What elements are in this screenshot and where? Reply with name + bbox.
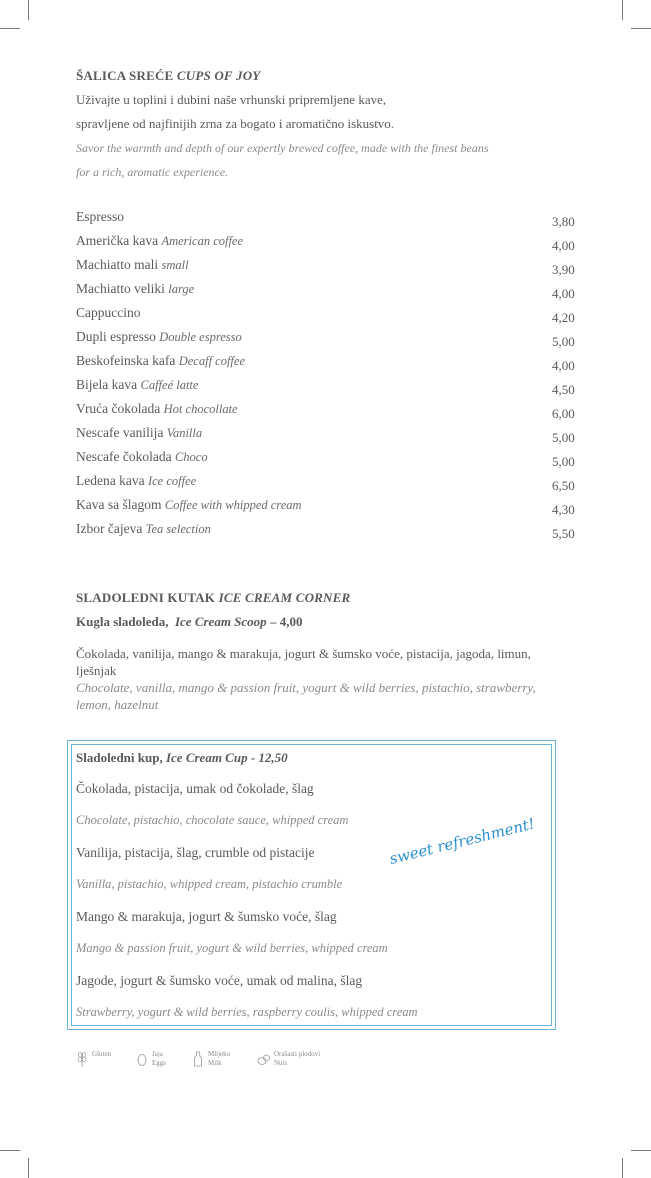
allergen-label	[208, 1050, 230, 1068]
menu-item-name-en: Coffee with whipped cream	[164, 498, 302, 512]
sweet-refreshment-tagline: sweet refreshment!	[387, 814, 537, 868]
menu-item-name	[76, 449, 208, 465]
menu-item-name	[76, 497, 302, 513]
menu-item-name-en: Tea selection	[145, 522, 211, 536]
menu-item-name	[76, 281, 194, 297]
crop-mark	[0, 28, 20, 29]
scoop-price: – 4,00	[269, 614, 303, 629]
crop-mark	[622, 0, 623, 20]
coffee-menu-item	[76, 401, 576, 425]
menu-item-price: 6,00	[552, 406, 575, 421]
crop-mark	[631, 28, 651, 29]
menu-item-name-hr: Cappuccino	[76, 305, 141, 320]
menu-item-name-en: large	[168, 282, 195, 296]
ice-cream-cup-list	[76, 781, 536, 1037]
cup-item-hr: Vanilija, pistacija, šlag, crumble od pistacije	[76, 845, 315, 860]
crop-mark	[28, 1158, 29, 1178]
ice-cream-scoop	[76, 614, 302, 630]
coffee-menu-item	[76, 305, 576, 329]
menu-item-name	[76, 305, 140, 321]
menu-item-name	[76, 209, 124, 225]
menu-item-name-hr: Kava sa šlagom	[76, 497, 162, 512]
menu-item-name-hr: Machiatto mali	[76, 257, 159, 272]
menu-item-name-en: small	[161, 258, 189, 272]
flavours-hr: Čokolada, vanilija, mango & marakuja, jogurt & šumsko voće, pistacija, jagoda, limun, lješnjak	[76, 646, 531, 678]
menu-item-price: 4,20	[552, 310, 575, 325]
scoop-label-hr: Kugla sladoleda,	[76, 614, 169, 629]
menu-item-price: 5,00	[552, 454, 575, 469]
allergen-label-en: Eggs	[152, 1059, 166, 1067]
menu-item-name	[76, 353, 245, 369]
coffee-menu-item	[76, 521, 576, 545]
cup-item-hr: Mango & marakuja, jogurt & šumsko voće, šlag	[76, 909, 337, 924]
cup-item-en: Chocolate, pistachio, chocolate sauce, whipped cream	[76, 813, 349, 827]
menu-item-price: 3,80	[552, 214, 575, 229]
menu-item-name-hr: Izbor čajeva	[76, 521, 143, 536]
egg-icon	[136, 1050, 148, 1068]
allergen-label-hr: Jaja	[152, 1050, 163, 1058]
menu-item-name	[76, 329, 242, 345]
crop-mark	[631, 1150, 651, 1151]
coffee-intro-hr-line: Uživajte u toplini i dubini naše vrhunski pripremljene kave,	[76, 92, 387, 107]
menu-item-price: 4,00	[552, 286, 575, 301]
scoop-label-en: Ice Cream Scoop	[174, 614, 267, 629]
coffee-menu-item	[76, 425, 576, 449]
menu-item-name-hr: Machiatto veliki	[76, 281, 165, 296]
menu-item-price: 5,00	[552, 334, 575, 349]
cup-title-en: Ice Cream Cup - 12,50	[165, 750, 288, 765]
menu-item-price: 4,30	[552, 502, 575, 517]
menu-item-name-hr: Bijela kava	[76, 377, 138, 392]
menu-item-price: 4,50	[552, 382, 575, 397]
coffee-menu-item	[76, 353, 576, 377]
coffee-title-en: CUPS OF JOY	[176, 68, 261, 83]
allergen-label-hr: Mlijeko	[208, 1050, 231, 1058]
cup-title-hr: Sladoledni kup,	[76, 750, 163, 765]
nuts-icon	[256, 1050, 272, 1068]
allergen-label-hr: Orašasti plodovi	[274, 1050, 321, 1058]
allergen-label	[274, 1050, 320, 1068]
coffee-menu-list	[76, 209, 576, 545]
coffee-menu-item	[76, 377, 576, 401]
coffee-menu-item	[76, 281, 576, 305]
menu-item-name-en: Double espresso	[159, 330, 242, 344]
wheat-icon	[76, 1050, 88, 1068]
coffee-title-hr: ŠALICA SREĆE	[76, 68, 174, 83]
menu-item-name-en: American coffee	[161, 234, 244, 248]
menu-item-name-en: Decaff coffee	[178, 354, 246, 368]
menu-item-name-hr: Beskofeinska kafa	[76, 353, 176, 368]
coffee-intro	[76, 88, 556, 184]
crop-mark	[28, 0, 29, 20]
menu-item-price: 3,90	[552, 262, 575, 277]
menu-item-price: 6,50	[552, 478, 575, 493]
allergen-label	[152, 1050, 166, 1068]
cup-item-en: Vanilla, pistachio, whipped cream, pistachio crumble	[76, 877, 343, 891]
allergen-label: Gluten	[92, 1050, 112, 1058]
flavours-en: Chocolate, vanilla, mango & passion fruit, yogurt & wild berries, pistachio, strawberry, lemon, hazelnut	[76, 680, 536, 712]
ice-cream-title-hr: SLADOLEDNI KUTAK	[76, 590, 216, 605]
crop-mark	[622, 1158, 623, 1178]
menu-item-name	[76, 233, 243, 249]
coffee-menu-item	[76, 497, 576, 521]
menu-item-price: 4,00	[552, 238, 575, 253]
coffee-intro-en-line: Savor the warmth and depth of our expertly brewed coffee, made with the finest beans	[76, 141, 489, 155]
coffee-menu-item	[76, 329, 576, 353]
crop-mark	[0, 1150, 20, 1151]
coffee-section-title	[76, 68, 260, 84]
menu-item-name-hr: Vruća čokolada	[76, 401, 161, 416]
scoop-flavours	[76, 645, 556, 713]
allergen-label-en: Milk	[208, 1059, 222, 1067]
menu-item-price: 4,00	[552, 358, 575, 373]
menu-item-name	[76, 473, 196, 489]
menu-item-name-hr: Espresso	[76, 209, 124, 224]
cup-item-hr: Čokolada, pistacija, umak od čokolade, šlag	[76, 781, 314, 796]
menu-item-price: 5,00	[552, 430, 575, 445]
menu-item-name-en: Ice coffee	[147, 474, 197, 488]
menu-item-name	[76, 521, 211, 537]
menu-item-name-en: Choco	[174, 450, 208, 464]
coffee-menu-item	[76, 449, 576, 473]
menu-item-name-hr: Nescafe čokolada	[76, 449, 172, 464]
menu-item-name	[76, 401, 238, 417]
menu-item-name-hr: Nescafe vanilija	[76, 425, 164, 440]
ice-cream-section-title	[76, 590, 350, 606]
coffee-menu-item	[76, 473, 576, 497]
menu-item-name-hr: Američka kava	[76, 233, 159, 248]
ice-cream-title-en: ICE CREAM CORNER	[218, 590, 351, 605]
menu-item-name-hr: Ledena kava	[76, 473, 145, 488]
coffee-menu-item	[76, 257, 576, 281]
cup-item-en: Mango & passion fruit, yogurt & wild berries, whipped cream	[76, 941, 388, 955]
menu-item-name-hr: Dupli espresso	[76, 329, 156, 344]
menu-item-name-en: Hot chocollate	[163, 402, 238, 416]
coffee-intro-hr-line: spravljene od najfinijih zrna za bogato i aromatično iskustvo.	[76, 116, 395, 131]
menu-item-name	[76, 425, 202, 441]
allergen-label-en: Nuts	[274, 1059, 288, 1067]
menu-item-price: 5,50	[552, 526, 575, 541]
menu-item-name-en: Vanilla	[166, 426, 203, 440]
menu-item-name	[76, 257, 189, 273]
coffee-menu-item	[76, 209, 576, 233]
menu-item-name-en: Caffeé latte	[140, 378, 199, 392]
coffee-menu-item	[76, 233, 576, 257]
milk-bottle-icon	[192, 1050, 204, 1068]
cup-item-en: Strawberry, yogurt & wild berries, raspberry coulis, whipped cream	[76, 1005, 418, 1019]
cup-item-hr: Jagode, jogurt & šumsko voće, umak od malina, šlag	[76, 973, 363, 988]
menu-item-name	[76, 377, 198, 393]
coffee-intro-en-line: for a rich, aromatic experience.	[76, 165, 229, 179]
ice-cream-cup-title	[76, 750, 288, 766]
